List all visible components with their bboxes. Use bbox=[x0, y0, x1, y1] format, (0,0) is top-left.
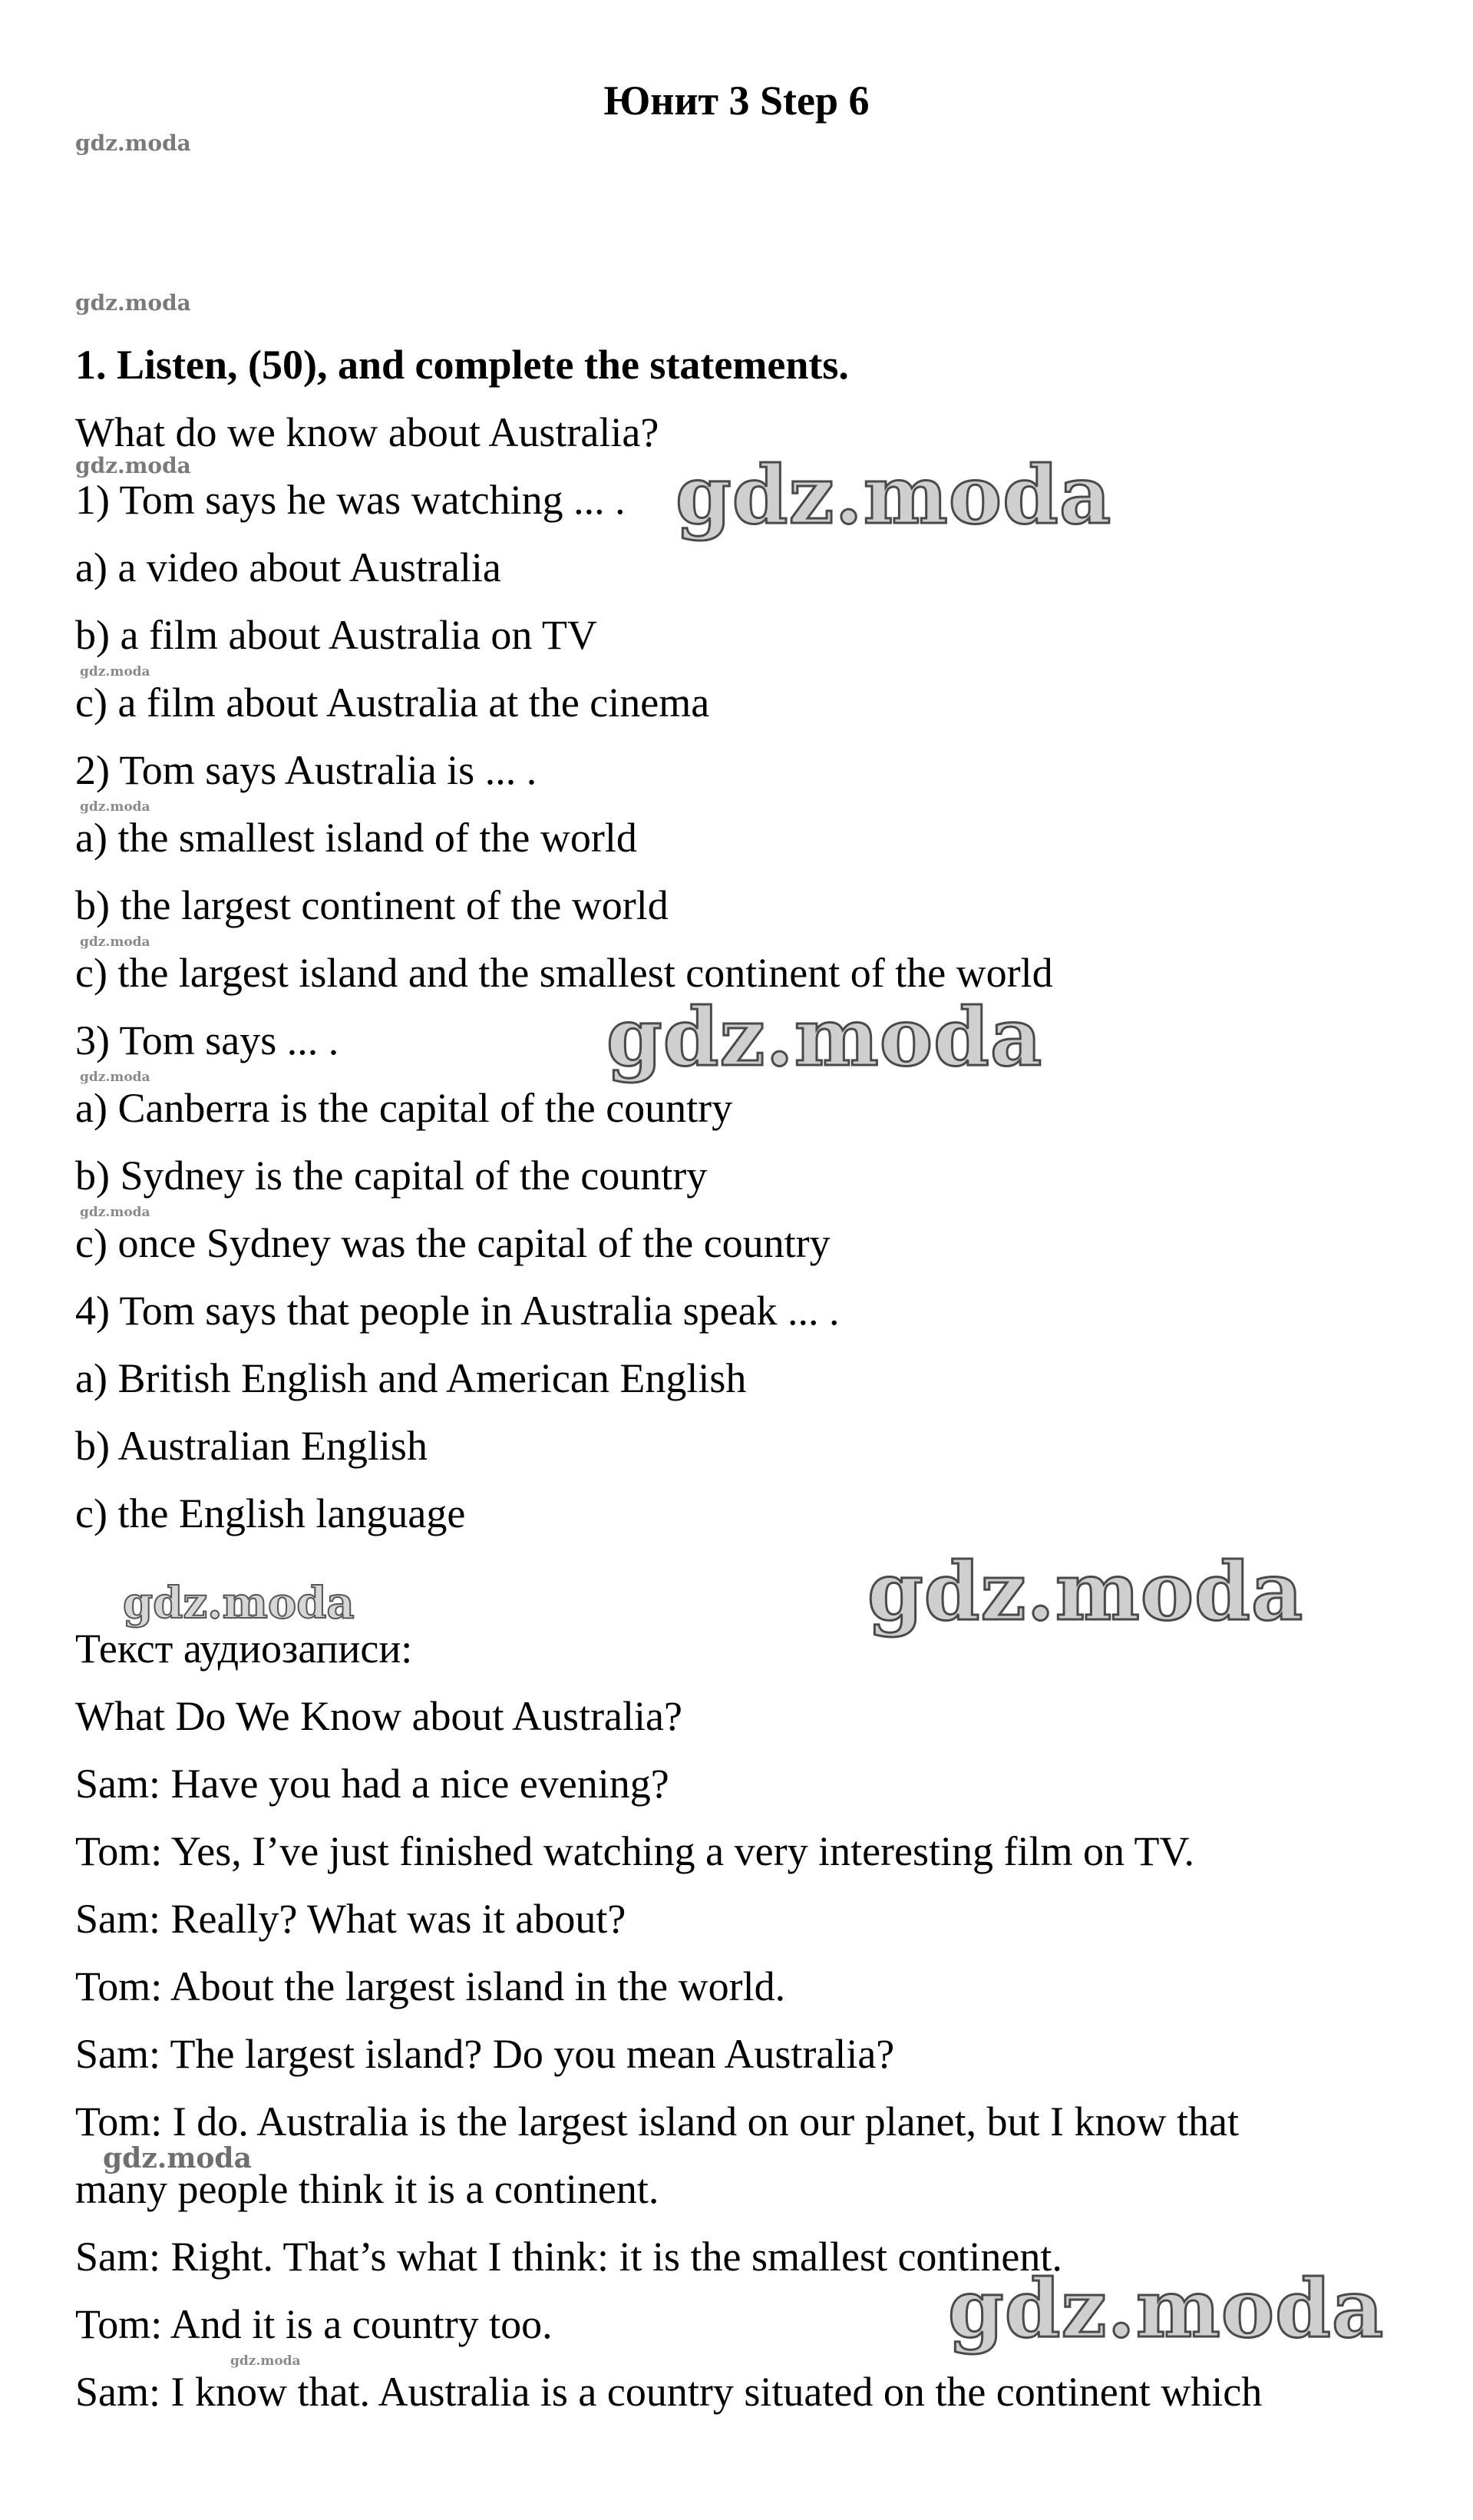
watermark-small: gdz.moda bbox=[103, 2142, 252, 2174]
watermark-small: gdz.moda bbox=[75, 131, 191, 156]
option-2c: c) the largest island and the smallest continent of the world bbox=[75, 950, 1053, 996]
watermark-tiny: gdz.moda bbox=[80, 934, 150, 950]
question-intro: What do we know about Australia? bbox=[75, 409, 659, 455]
transcript-line: Sam: Really? What was it about? bbox=[75, 1896, 626, 1942]
transcript-line: Tom: And it is a country too. bbox=[75, 2301, 553, 2347]
watermark-large: gdz.moda bbox=[867, 1544, 1304, 1639]
watermark-tiny: gdz.moda bbox=[230, 2353, 301, 2369]
option-1b: b) a film about Australia on TV bbox=[75, 612, 597, 658]
transcript-line: Tom: Yes, I’ve just finished watching a very interesting film on TV. bbox=[75, 1828, 1195, 1874]
watermark-tiny: gdz.moda bbox=[80, 1205, 150, 1220]
question-3: 3) Tom says ... . bbox=[75, 1017, 339, 1063]
watermark-tiny: gdz.moda bbox=[80, 1070, 150, 1085]
option-1c: c) a film about Australia at the cinema bbox=[75, 680, 710, 726]
task-heading: 1. Listen, (50), and complete the statements. bbox=[75, 342, 849, 388]
transcript-line: Sam: I know that. Australia is a country situated on the continent which bbox=[75, 2369, 1263, 2415]
watermark-tiny: gdz.moda bbox=[80, 799, 150, 815]
option-3b: b) Sydney is the capital of the country bbox=[75, 1153, 708, 1199]
transcript-line: Sam: Have you had a nice evening? bbox=[75, 1761, 669, 1807]
transcript-line: Sam: Right. That’s what I think: it is the smallest continent. bbox=[75, 2234, 1062, 2280]
option-2a: a) the smallest island of the world bbox=[75, 815, 637, 861]
watermark-large: gdz.moda bbox=[675, 448, 1112, 542]
question-1: 1) Tom says he was watching ... . bbox=[75, 477, 626, 523]
page-title: Юнит 3 Step 6 bbox=[603, 78, 870, 124]
question-2: 2) Tom says Australia is ... . bbox=[75, 747, 537, 793]
transcript-line: Tom: About the largest island in the world. bbox=[75, 1963, 786, 2009]
transcript-title: What Do We Know about Australia? bbox=[75, 1693, 682, 1739]
transcript-line: many people think it is a continent. bbox=[75, 2166, 659, 2212]
transcript-line: Tom: I do. Australia is the largest island on our planet, but I know that bbox=[75, 2098, 1239, 2145]
option-4c: c) the English language bbox=[75, 1490, 466, 1536]
watermark-large: gdz.moda bbox=[948, 2261, 1385, 2356]
transcript-heading: Текст аудиозаписи: bbox=[75, 1625, 413, 1672]
option-2b: b) the largest continent of the world bbox=[75, 882, 669, 928]
watermark-tiny: gdz.moda bbox=[80, 664, 150, 680]
watermark-small: gdz.moda bbox=[75, 290, 191, 316]
option-1a: a) a video about Australia bbox=[75, 544, 501, 590]
question-4: 4) Tom says that people in Australia speak ... . bbox=[75, 1288, 840, 1334]
transcript-line: Sam: The largest island? Do you mean Australia? bbox=[75, 2031, 895, 2077]
option-3a: a) Canberra is the capital of the country bbox=[75, 1085, 733, 1131]
option-3c: c) once Sydney was the capital of the country bbox=[75, 1220, 831, 1266]
watermark-large: gdz.moda bbox=[606, 990, 1043, 1084]
watermark-small: gdz.moda bbox=[75, 453, 191, 478]
watermark-medium: gdz.moda bbox=[123, 1578, 355, 1629]
option-4a: a) British English and American English bbox=[75, 1355, 747, 1401]
option-4b: b) Australian English bbox=[75, 1423, 428, 1469]
